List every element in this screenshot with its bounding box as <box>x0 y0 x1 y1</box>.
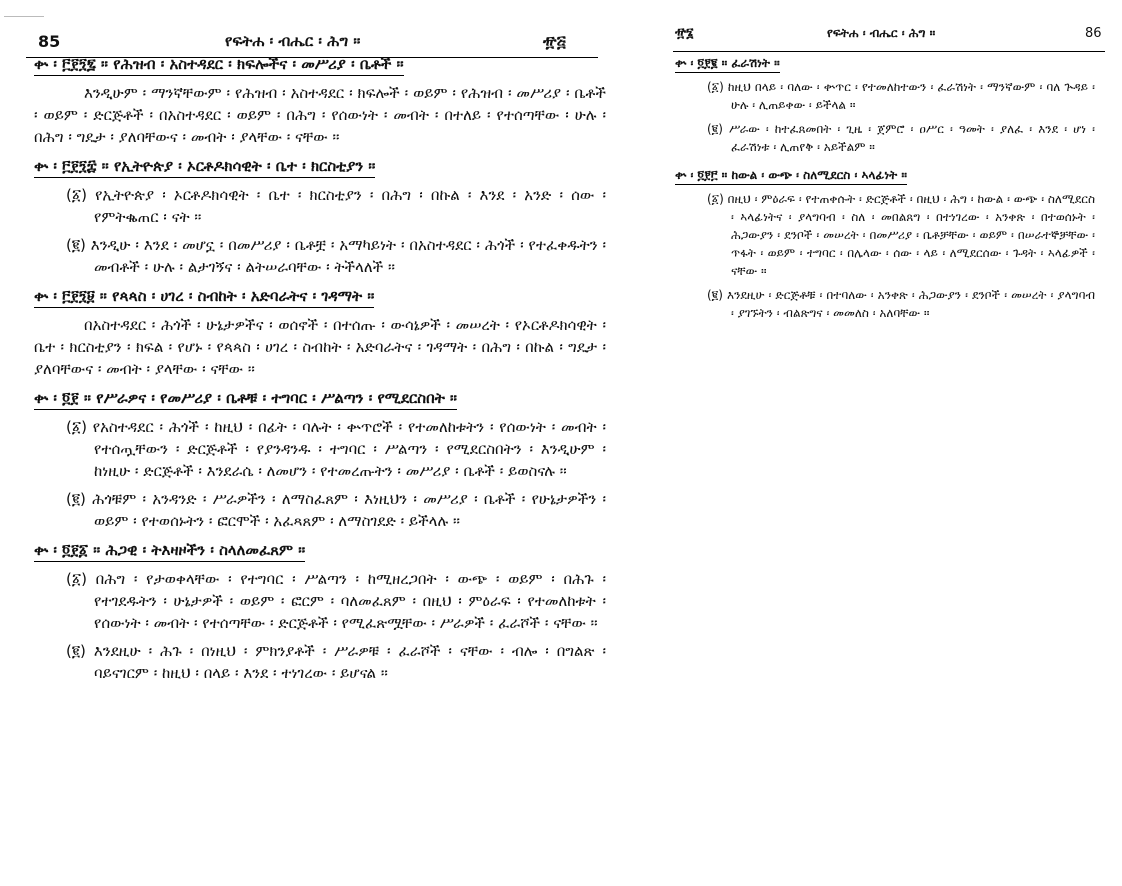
numbered-clause: (፩) በሕግ ፡ የታወቀላቸው ፡ የተግባር ፡ ሥልጣን ፡ ከሚዘረጋበት ፡ ውጭ ፡ ወይም ፡ በሕጉ ፡ የተገደዱትን ፡ ሁኔታዎች ፡ ወይም ፡ ፎርም ፡ ባለመፈጸም ፡ በዚህ ፡ ምዕራፍ ፡ የተመለከቱት ፡ የሰውነት ፡ መብት ፡ የተሰጣቸው ፡ ድርጅቶች ፡ የሚፈጽሟቸው ፡ ሥራዎች ፡ ፈራሾች ፡ ናቸው ። <box>66 570 606 632</box>
page-number: 86 <box>1085 26 1102 41</box>
article-heading: ቍ ፡ ፬፻ ። የሥራዎና ፡ የመሥሪያ ፡ ቤቶቹ ፡ ተግባር ፡ ሥልጣን ፡ የሚደርስበት ። <box>34 389 457 410</box>
article-heading: ቍ ፡ ፬፻፫ ። ከውል ፡ ውጭ ፡ ስለሚደርስ ፡ ኣላፊነት ። <box>675 168 907 185</box>
numbered-clause: (፪) እንደዚሁ ፡ ሕጉ ፡ በነዚህ ፡ ምክንያቶች ፡ ሥራዎቹ ፡ ፈራሾች ፡ ናቸው ፡ ብሎ ፡ በግልጽ ፡ ባይናገርም ፡ ከዚህ ፡ በላይ ፡ እንደ ፡ ተነገረው ፡ ይሆናል ። <box>66 642 606 682</box>
article-section <box>34 54 606 148</box>
article-section <box>675 52 1095 156</box>
right-page <box>655 0 1122 886</box>
article-section <box>34 388 606 532</box>
article-heading: ቍ ፡ ፬፻፪ ። ፈራሽነት ። <box>675 56 780 73</box>
article-heading: ቍ ፡ ፬፻፩ ። ሕጋዊ ፡ ትእዛዞችን ፡ ስላለመፈጸም ። <box>34 541 305 562</box>
page-number: 85 <box>38 32 61 51</box>
geez-page-number: ፹፭ <box>543 32 566 51</box>
numbered-clause: (፪) እንደዚሁ ፡ ድርጅቶቹ ፡ በተባለው ፡ አንቀጽ ፡ ሕጋውያን ፡ ደንቦች ፡ መሠረት ፡ ያላግባብ ፡ ያገኙትን ፡ ብልጽግና ፡ መመለስ ፡ አለባቸው ። <box>707 288 1095 320</box>
left-page-content <box>34 54 606 692</box>
numbered-clause: (፪) ሕጎቹም ፡ አንዳንድ ፡ ሥራዎችን ፡ ለማስፈጸም ፡ እነዚህን ፡ መሥሪያ ፡ ቤቶች ፡ የሁኔታዎችን ፡ ወይም ፡ የተወሰኑትን ፡ ፎርሞች ፡ አፈጻጸም ፡ ለማስገደድ ፡ ይችላሉ ። <box>66 490 606 530</box>
numbered-clause: (፪) እንዲሁ ፡ እንደ ፡ መሆኗ ፡ በመሥሪያ ፡ ቤቶቿ ፡ አማካይነት ፡ በአስተዳደር ፡ ሕጎች ፡ የተፈቀዱትን ፡ መብቶች ፡ ሁሉ ፡ ልታገኝና ፡ ልትሠራባቸው ፡ ትችላለች ። <box>66 236 606 276</box>
article-section <box>34 286 606 380</box>
numbered-clause: (፩) በዚህ ፡ ምዕራፍ ፡ የተጠቀሱት ፡ ድርጅቶች ፡ በዚህ ፡ ሕግ ፡ ከውል ፡ ውጭ ፡ ስለሚደርስ ፡ ኣላፊነትና ፡ ያላግባብ ፡ ስለ ፡ መበልጸግ ፡ በተነገረው ፡ አንቀጽ ፡ በተወሰኑት ፡ ሕጋውያን ፡ ደንቦች ፡ መሠረት ፡ በመሥሪያ ፡ ቤቶቻቸው ፡ ወይም ፡ በሠራተኞቻቸው ፡ ጥፋት ፡ ወይም ፡ ተግባር ፡ በሌላው ፡ ሰው ፡ ላይ ፡ ለሚደርሰው ፡ ጉዳት ፡ ኣላፊዎች ፡ ናቸው ። <box>707 192 1095 278</box>
article-paragraph: በአስተዳደር ፡ ሕጎች ፡ ሁኔታዎችና ፡ ወሰኖች ፡ በተሰጡ ፡ ውሳኔዎች ፡ መሠረት ፡ የኦርቶዶክሳዊት ፡ ቤተ ፡ ክርስቲያን ፡ ክፍል ፡ የሆኑ ፡ የጳጳስ ፡ ሀገረ ፡ ስብከት ፡ አድባራትና ፡ ገዳማት ፡ በሕግ ፡ በኩል ፡ ግዴታ ፡ ያለባቸውና ፡ መብት ፡ ያላቸው ፡ ናቸው ። <box>34 316 606 378</box>
article-section <box>34 540 606 684</box>
right-page-content <box>675 52 1095 330</box>
article-heading: ቍ ፡ ፫፻፺፱ ። የጳጳስ ፡ ሀገረ ፡ ስብከት ፡ አድባራትና ፡ ገዳማት ። <box>34 287 374 308</box>
running-title: የፍትሐ ፡ ብሔር ፡ ሕግ ። <box>827 26 936 40</box>
right-page-header <box>655 26 1122 52</box>
article-paragraph: እንዲሁም ፡ ማንኛቸውም ፡ የሕዝብ ፡ አስተዳደር ፡ ክፍሎች ፡ ወይም ፡ የሕዝብ ፡ መሥሪያ ፡ ቤቶች ፡ ወይም ፡ ድርጅቶች ፡ በአስተዳደር ፡ ወይም ፡ በሕግ ፡ የሰውነት ፡ መብት ፡ በተለይ ፡ የተሰጣቸው ፡ ሁሉ ፡ በሕግ ፡ ግዴታ ፡ ያለባቸውና ፡ መብት ፡ ያላቸው ፡ ናቸው ። <box>34 84 606 146</box>
article-heading: ቍ ፡ ፫፻፺፰ ። የኢትዮጵያ ፡ ኦርቶዶክሳዊት ፡ ቤተ ፡ ክርስቲያን ። <box>34 157 375 178</box>
numbered-clause: (፩) የኢትዮጵያ ፡ ኦርቶዶክሳዊት ፡ ቤተ ፡ ክርስቲያን ፡ በሕግ ፡ በኩል ፡ እንደ ፡ አንድ ፡ ሰው ፡ የምትቈጠር ፡ ናት ። <box>66 186 606 226</box>
running-title: የፍትሐ ፡ ብሔር ፡ ሕግ ። <box>225 32 361 50</box>
numbered-clause: (፩) የአስተዳደር ፡ ሕጎች ፡ ከዚህ ፡ በፊት ፡ ባሉት ፡ ቍጥሮች ፡ የተመለከቱትን ፡ የሰውነት ፡ መብት ፡ የተሰጧቸውን ፡ ድርጅቶች ፡ የያንዳንዱ ፡ ተግባር ፡ ሥልጣን ፡ የሚደርስበትን ፡ እንዲሁም ፡ ከነዚሁ ፡ ድርጅቶች ፡ እንደራሴ ፡ ለመሆን ፡ የተመረጡትን ፡ መሥሪያ ፡ ቤቶች ፡ ይወስናሉ ። <box>66 418 606 480</box>
numbered-clause: (፩) ከዚህ በላይ ፡ ባለው ፡ ቍጥር ፡ የተመለከተውን ፡ ፈራሽነት ፡ ማንኛውም ፡ ባለ ጕዳይ ፡ ሁሉ ፡ ሊጠይቀው ፡ ይችላል ። <box>707 80 1095 112</box>
geez-page-number: ፹፮ <box>675 26 694 41</box>
article-section <box>34 156 606 278</box>
article-heading: ቍ ፡ ፫፻፺፯ ። የሕዝብ ፡ አስተዳደር ፡ ክፍሎችና ፡ መሥሪያ ፡ ቤቶች ። <box>34 55 404 76</box>
scan-mark <box>4 16 44 17</box>
article-section <box>675 164 1095 322</box>
numbered-clause: (፪) ሥራው ፡ ከተፈጸመበት ፡ ጊዜ ፡ ጀምሮ ፡ ዐሥር ፡ ዓመት ፡ ያለፈ ፡ እንደ ፡ ሆነ ፡ ፈራሽነቱ ፡ ሊጠየቅ ፡ አይችልም ። <box>707 122 1095 154</box>
